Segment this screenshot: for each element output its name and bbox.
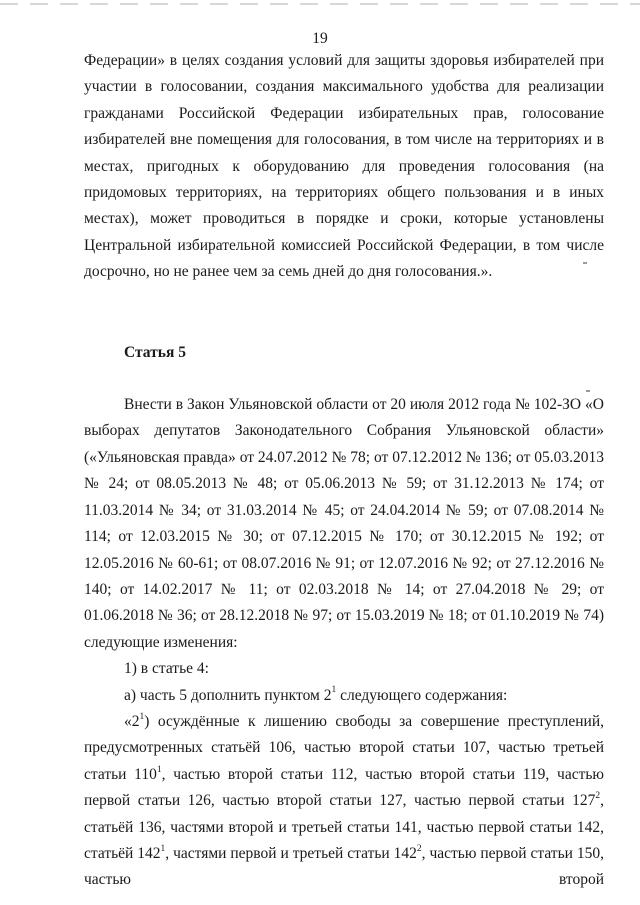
superscript: 1 bbox=[331, 685, 337, 696]
quote-text: «2 bbox=[124, 712, 140, 730]
article-paragraph: Внести в Закон Ульяновской области от 20 июля 2012 года № 102-ЗО «О выборах депутатов Законодательного Собрания Ульяновской области» («Ульяновская правда» от 24.07.2012 № 78; от 07.12.2012 № 136; от 05.03.2013 № 24; от 08.05.2013 № 48; от 05.06.2013 № 59; от 31.12.2013 № 174; от 11.03.2014 № 34; от 31.03.2014 № 45; от 24.04.2014 № 59; от 07.08.2014 № 114; от 12.03.2015 № 30; от 07.12.2015 № 170; от 30.12.2015 № 192; от 12.05.2016 № 60-61; от 08.07.2016 № 91; от 12.07.2016 № 92; от 27.12.2016 № 140; от 14.02.2017 № 11; от 02.03.2018 № 14; от 27.04.2018 № 29; от 01.06.2018 № 36; от 28.12.2018 № 97; от 15.03.2019 № 18; от 01.10.2019 № 74) следующие изменения: bbox=[84, 396, 604, 651]
article-heading: Статья 5 bbox=[124, 343, 186, 361]
list-item-a-text: а) часть 5 дополнить пунктом 2 bbox=[124, 686, 332, 704]
list-item-1: 1) в статье 4: bbox=[124, 660, 209, 678]
scan-edge-artifact bbox=[0, 3, 640, 5]
list-item-a-text-end: следующего содержания: bbox=[336, 686, 508, 704]
quote-text: , частями первой и третьей статьи 142 bbox=[165, 844, 417, 862]
quote-text: , частью первой статьи 150, частью второй bbox=[84, 844, 605, 889]
superscript: 2 bbox=[595, 791, 601, 801]
document-body bbox=[84, 48, 604, 894]
superscript: 1 bbox=[139, 711, 145, 722]
superscript: 2 bbox=[416, 843, 422, 854]
paragraph-continuation: Федерации» в целях создания условий для защиты здоровья избирателей при участии в голосовании, создания максимального удобства для реализации гражданами Российской Федерации избирательных прав, голосование избирателей вне помещения для голосования, в том числе на территориях и в местах, пригодных к оборудованию для проведения голосования (на придомовых территориях, на территориях общего пользования и в иных местах), может проводиться в порядке и сроки, которые установлены Центральной избирательной комиссией Российской Федерации, в том числе досрочно, но не ранее чем за семь дней до дня голосования.». bbox=[84, 52, 604, 281]
quoted-amendment bbox=[84, 709, 604, 894]
superscript: 1 bbox=[156, 764, 162, 775]
quote-text: , статьёй 136, частями второй и третьей статьи 141, частью первой статьи 142, статьёй 142 bbox=[84, 792, 604, 862]
quote-text: ) осуждённые к лишению свободы за совершение преступлений, предусмотренных статьёй 106, частью второй статьи 107, частью третьей статьи 110 bbox=[84, 712, 604, 783]
list-item-a bbox=[84, 683, 604, 709]
superscript: 1 bbox=[160, 843, 166, 854]
page-number: 19 bbox=[312, 30, 328, 47]
quote-text: , частью второй статьи 112, частью второй статьи 119, частью первой статьи 126, частью второй статьи 127, частью первой статьи 127 bbox=[84, 765, 604, 810]
